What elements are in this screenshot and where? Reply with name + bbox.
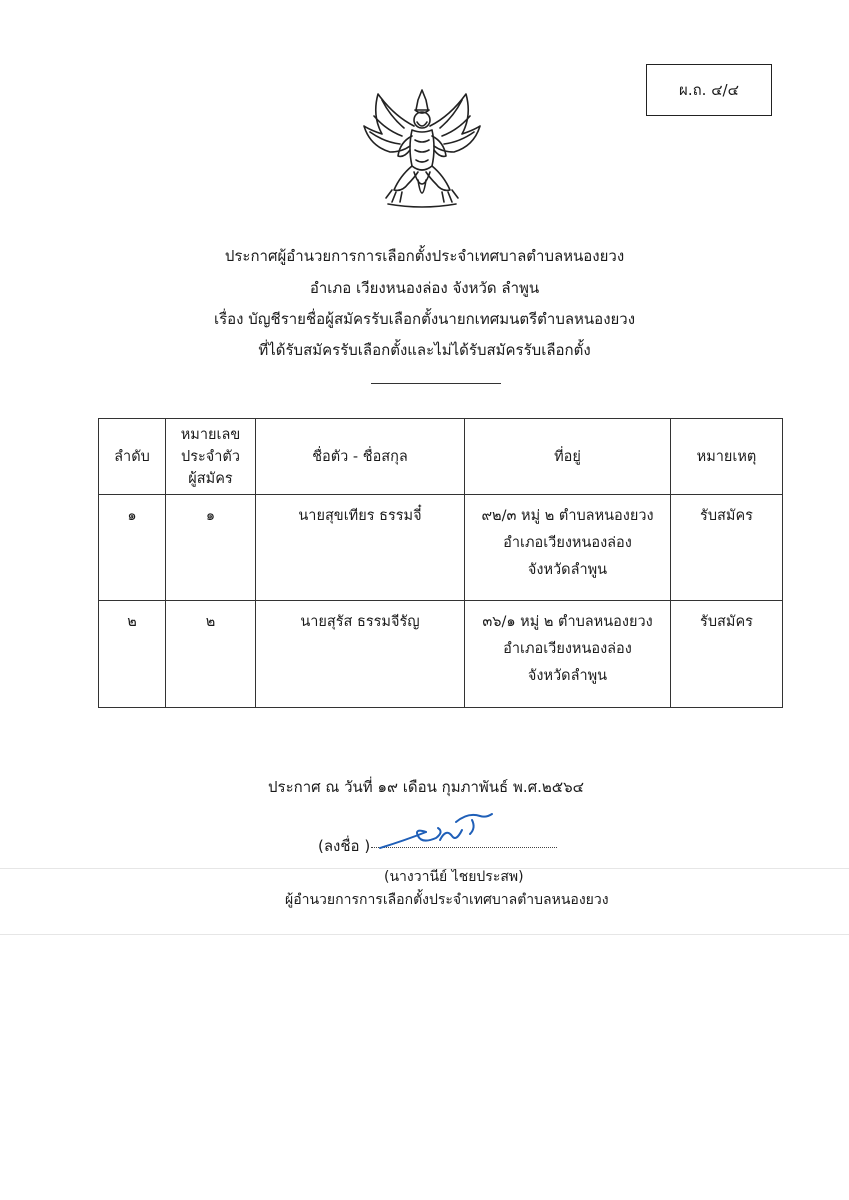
header-candidate-number [166, 419, 256, 495]
heading-underline [371, 383, 501, 384]
header-remark: หมายเหตุ [671, 419, 783, 495]
signer-title: ผู้อำนวยการการเลือกตั้งประจำเทศบาลตำบลหนองยวง [285, 892, 609, 908]
header-number-line-3: ผู้สมัคร [188, 470, 233, 487]
row-address-line-1: ๓๖/๑ หมู่ ๒ ตำบลหนองยวง [482, 614, 653, 630]
header-number-line-2: ประจำตัว [181, 448, 240, 465]
row-remark: รับสมัคร [671, 601, 783, 708]
garuda-emblem-icon [360, 86, 484, 212]
header-number-line-1: หมายเลข [180, 426, 241, 443]
heading-line-2: อำเภอ เวียงหนองล่อง จังหวัด ลำพูน [309, 279, 540, 297]
row-address-line-3: จังหวัดลำพูน [527, 668, 608, 684]
signer-name: (นางวานีย์ ไชยประสพ) [384, 869, 524, 885]
table-row [99, 495, 783, 601]
form-code: ผ.ถ. ๔/๔ [679, 81, 739, 99]
handwritten-signature [376, 806, 506, 856]
row-number: ๒ [166, 601, 256, 708]
heading-line-1: ประกาศผู้อำนวยการการเลือกตั้งประจำเทศบาลตำบลหนองยวง [224, 247, 625, 265]
row-name: นายสุขเทียร ธรรมจี๋ [256, 495, 465, 601]
signature-label: (ลงชื่อ ) [318, 837, 371, 855]
row-address [465, 495, 671, 601]
scan-artifact-line [0, 934, 849, 935]
header-order: ลำดับ [99, 419, 166, 495]
row-address-line-3: จังหวัดลำพูน [527, 562, 608, 578]
row-order: ๑ [99, 495, 166, 601]
header-address: ที่อยู่ [465, 419, 671, 495]
row-name: นายสุรัส ธรรมจีรัญ [256, 601, 465, 708]
row-number: ๑ [166, 495, 256, 601]
row-remark: รับสมัคร [671, 495, 783, 601]
row-address-line-2: อำเภอเวียงหนองล่อง [503, 641, 632, 657]
heading-line-4: ที่ได้รับสมัครรับเลือกตั้งและไม่ได้รับสมัครรับเลือกตั้ง [258, 341, 591, 359]
row-order: ๒ [99, 601, 166, 708]
row-address-line-1: ๙๒/๓ หมู่ ๒ ตำบลหนองยวง [481, 508, 654, 524]
form-code-box [646, 64, 772, 116]
row-address [465, 601, 671, 708]
header-name: ชื่อตัว - ชื่อสกุล [256, 419, 465, 495]
row-address-line-2: อำเภอเวียงหนองล่อง [503, 535, 632, 551]
scan-artifact-line [0, 868, 849, 869]
heading-line-3: เรื่อง บัญชีรายชื่อผู้สมัครรับเลือกตั้งนายกเทศมนตรีตำบลหนองยวง [213, 310, 636, 328]
table-row [99, 601, 783, 708]
announcement-date: ประกาศ ณ วันที่ ๑๙ เดือน กุมภาพันธ์ พ.ศ.๒๕๖๔ [268, 778, 585, 796]
candidates-table [98, 418, 783, 708]
table-header-row [99, 419, 783, 495]
